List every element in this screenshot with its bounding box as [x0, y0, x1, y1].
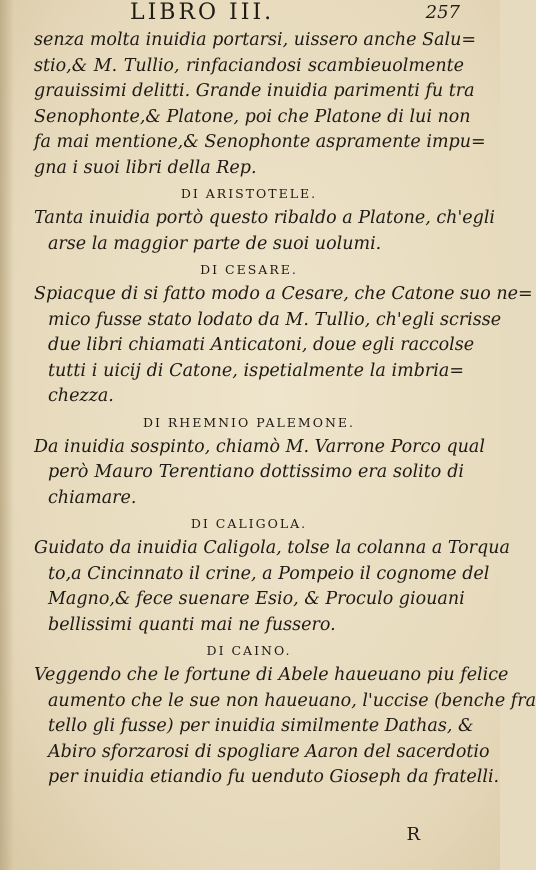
text-line: bellissimi quanti mai ne fussero. [48, 614, 336, 635]
text-line: mico fusse stato lodato da M. Tullio, ch'egli scrisse [48, 309, 502, 330]
signature-mark: R [406, 824, 420, 845]
running-title: LIBRO III. [130, 0, 275, 25]
text-line: Spiacque di si fatto modo a Cesare, che Catone suo ne= [34, 284, 533, 304]
text-line: fa mai mentione,& Senophonte aspramente impu= [34, 132, 486, 152]
text-line: per inuidia etiandio fu uenduto Gioseph da fratelli. [48, 767, 500, 787]
text-line: to,a Cincinnato il crine, a Pompeio il cognome del [48, 563, 490, 584]
text-line: grauissimi delitti. Grande inuidia parimenti fu tra [34, 81, 475, 101]
text-line: Abiro sforzarosi di spogliare Aaron del sacerdotio [48, 741, 490, 762]
section-heading: DI RHEMNIO PALEMONE. [142, 414, 356, 430]
section-heading: DI CESARE. [200, 262, 298, 277]
text-line: arse la maggior parte de suoi uolumi. [48, 233, 382, 254]
text-line: Senophonte,& Platone, poi che Platone di lui non [34, 106, 471, 127]
section-caino [34, 638, 536, 791]
text-line: gna i suoi libri della Rep. [34, 157, 257, 178]
section-rhemnio-palemone [34, 410, 485, 512]
text-line: tello gli fusse) per inuidia similmente Dathas, & [48, 716, 474, 736]
text-line: chezza. [48, 386, 114, 406]
text-line: però Mauro Terentiano dottissimo era solito di [48, 462, 464, 482]
section-cesare [34, 257, 533, 410]
text-line: stio,& M. Tullio, rinfaciandosi scambieuolmente [34, 55, 464, 76]
page-number: 257 [425, 2, 460, 23]
section-caligola [34, 511, 510, 638]
section-heading: DI ARISTOTELE. [180, 186, 318, 201]
opening-paragraph [34, 28, 486, 181]
text-line: due libri chiamati Anticatoni, doue egli raccolse [48, 335, 475, 355]
text-line: Magno,& fece suenare Esio, & Proculo giouani [48, 589, 465, 609]
page-gutter-shadow [0, 0, 14, 870]
body-text [34, 28, 536, 791]
text-line: Veggendo che le fortune di Abele haueuano piu felice [34, 665, 509, 685]
text-line: chiamare. [48, 487, 137, 508]
section-heading: DI CALIGOLA. [190, 516, 308, 531]
text-line: senza molta inuidia portarsi, uissero anche Salu= [34, 30, 477, 50]
text-line: Tanta inuidia portò questo ribaldo a Platone, ch'egli [34, 208, 496, 228]
page-header [0, 0, 500, 26]
section-aristotele [34, 181, 496, 257]
text-line: Da inuidia sospinto, chiamò M. Varrone Porco qual [34, 436, 485, 457]
text-line: aumento che le sue non haueuano, l'uccise (benche fra [48, 690, 536, 711]
text-line: Guidato da inuidia Caligola, tolse la colanna a Torqua [34, 538, 510, 558]
section-heading: DI CAINO. [206, 643, 292, 658]
text-line: tutti i uicij di Catone, ispetialmente la imbria= [48, 360, 464, 381]
